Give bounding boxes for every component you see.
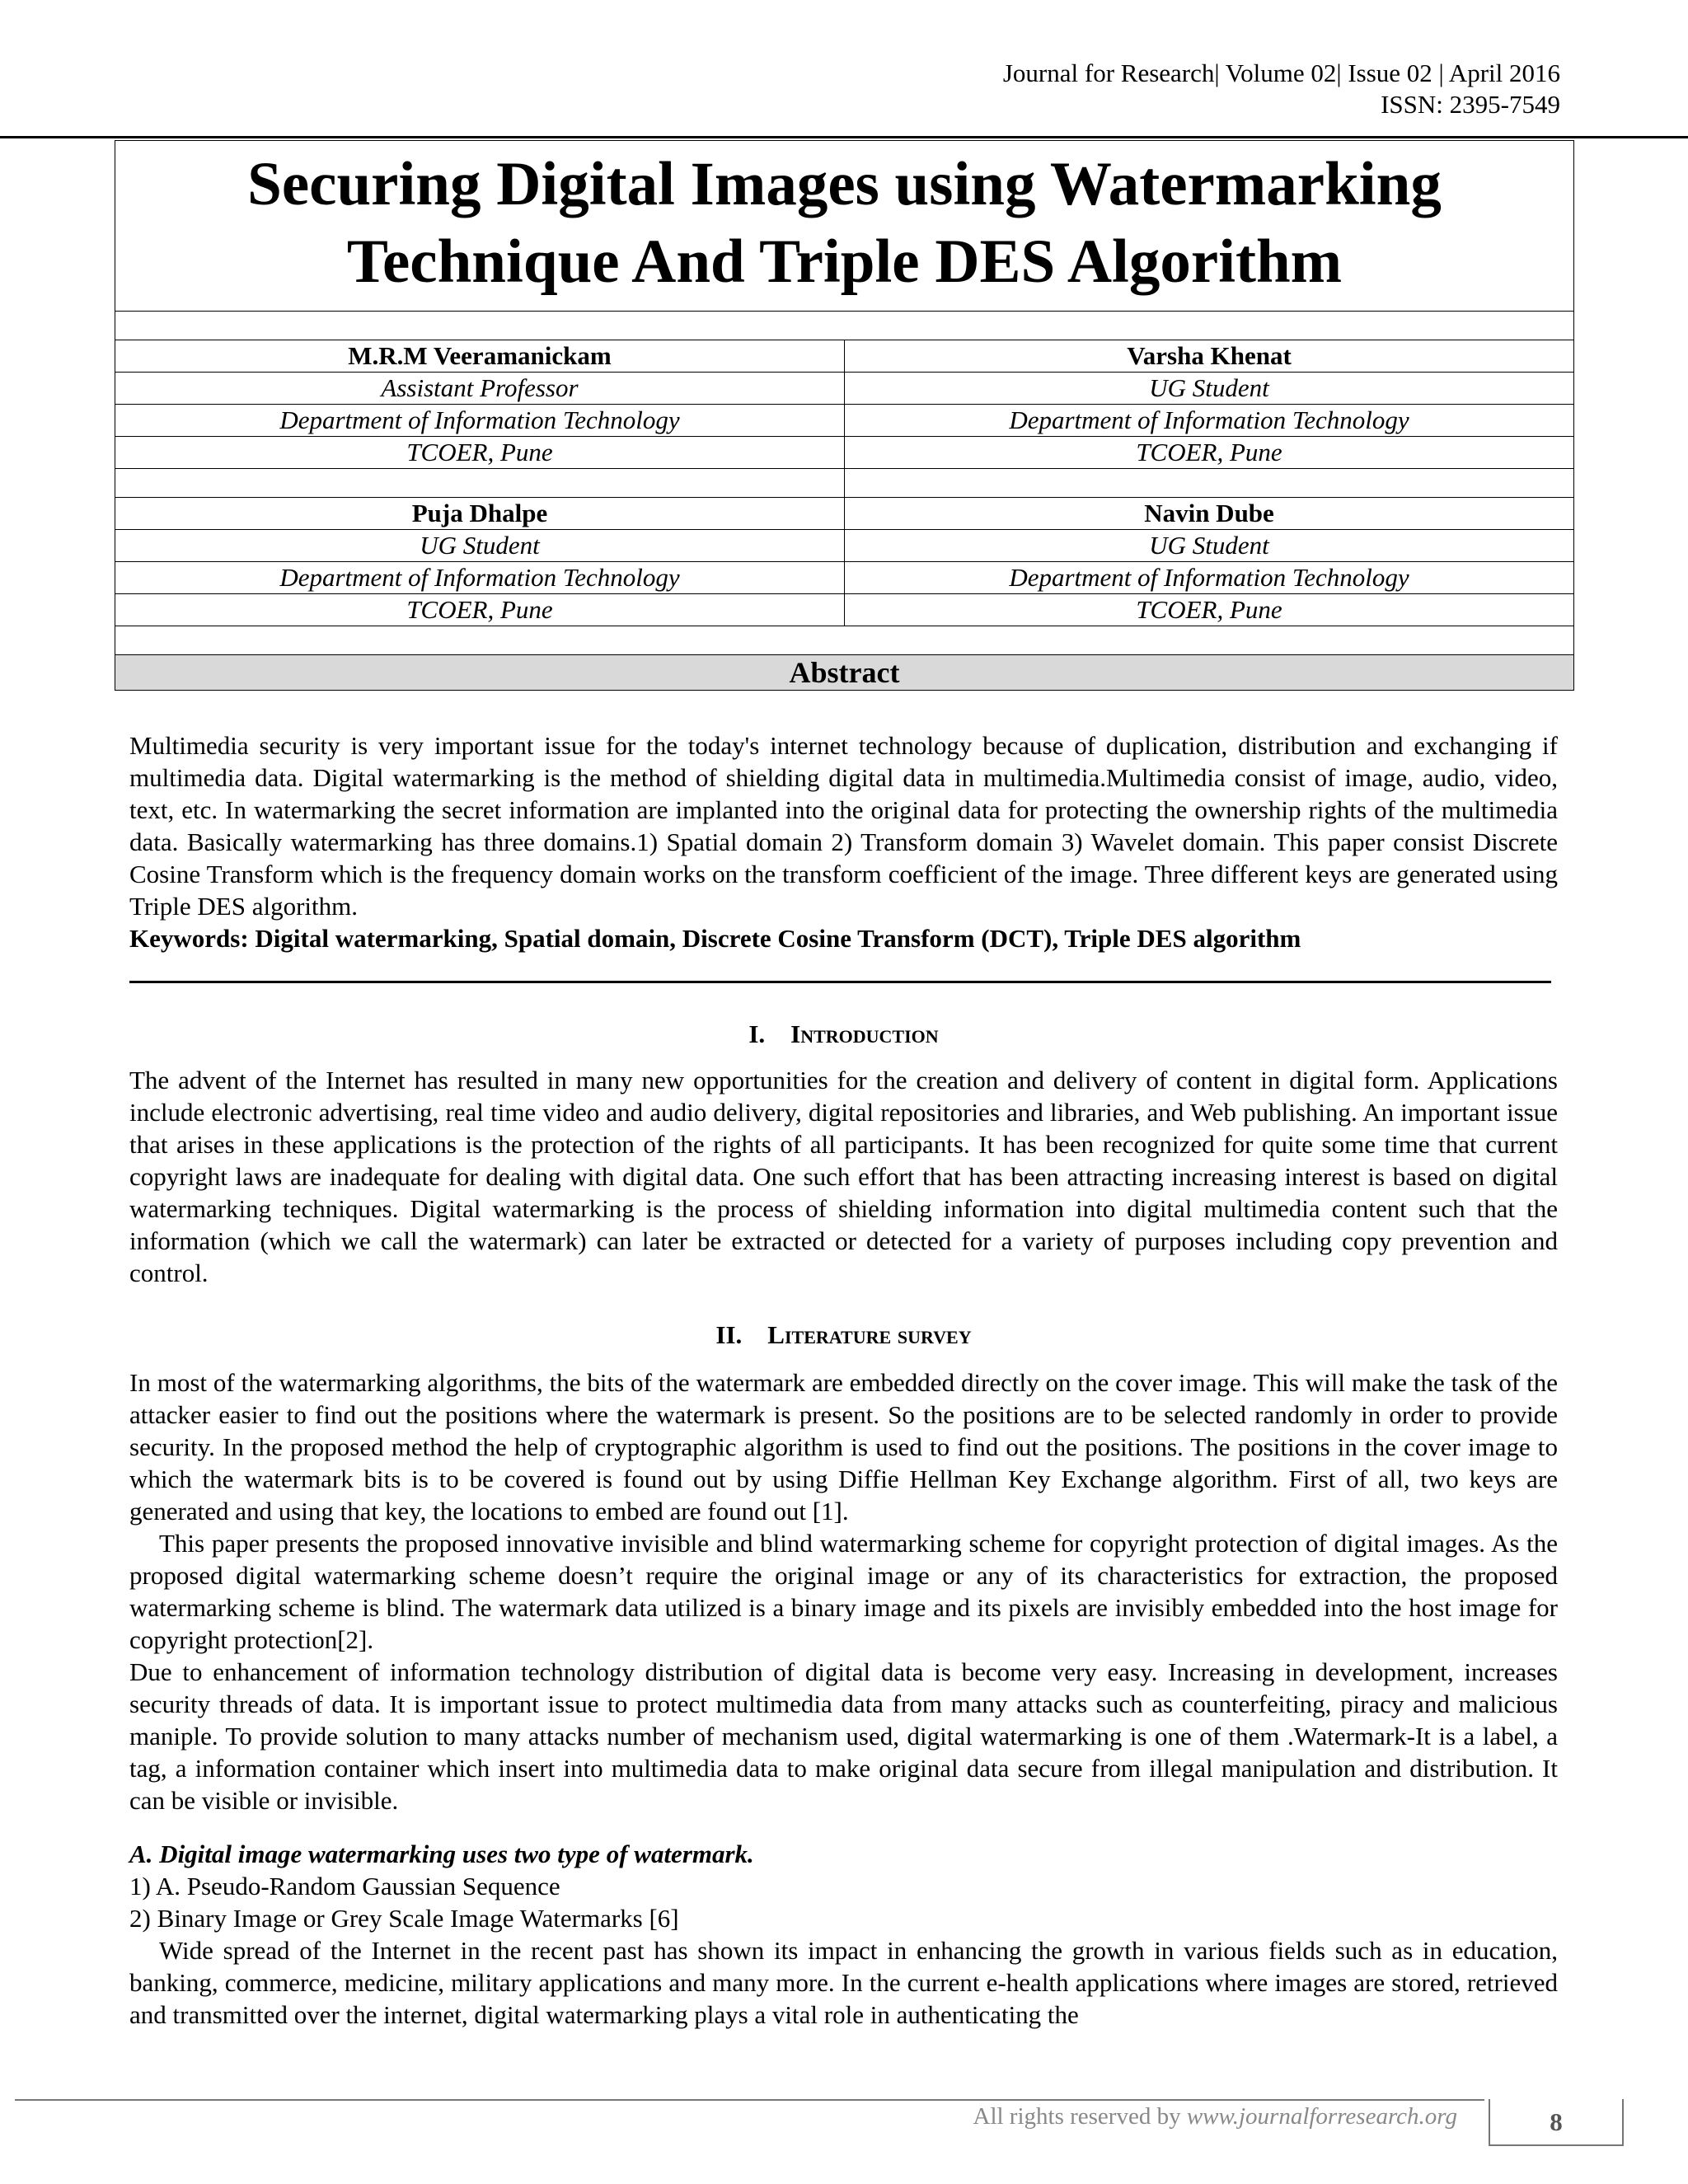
header-rule: [0, 136, 1688, 138]
journal-header: [1003, 58, 1560, 120]
abstract-separator: [129, 981, 1551, 983]
page-number: 8: [1489, 2099, 1624, 2146]
section-heading-introduction: [129, 1018, 1558, 1050]
author-role: UG Student: [115, 530, 845, 562]
paragraph: Due to enhancement of information technology distribution of digital data is become very easy. Increasing in development, increases security threads of data. It is important issue to protect multimedia data from many attacks such as counterfeiting, piracy and malicious maniple. To provide solution to many attacks number of mechanism used, digital watermarking is one of them .Watermark-It is a label, a tag, a information container which insert into multimedia data to make original data secure from illegal manipulation and distribution. It can be visible or invisible.: [129, 1657, 1558, 1815]
author-name: Navin Dube: [845, 498, 1574, 530]
journal-site-link[interactable]: www.journalforresearch.org: [1186, 2103, 1457, 2130]
spacer-row: [115, 626, 1574, 655]
section-title: Literature survey: [767, 1320, 972, 1349]
subsection-heading: A. Digital image watermarking uses two type of watermark.: [129, 1840, 754, 1868]
section-number: II.: [715, 1320, 743, 1349]
paragraph: Wide spread of the Internet in the recent past has shown its impact in enhancing the growth in various fields such as in education, banking, commerce, medicine, military applications and many more. In the current e-health applications where images are stored, retrieved and transmitted over the internet, digital watermarking plays a vital role in authenticating the: [129, 1936, 1558, 2029]
author-name: Varsha Khenat: [845, 340, 1574, 373]
spacer-cell: [845, 469, 1574, 498]
footer-rule: [15, 2099, 1484, 2101]
paragraph: In most of the watermarking algorithms, the bits of the watermark are embedded directly on the cover image. This will make the task of the attacker easier to find out the positions where the watermark is present. So the positions are to be selected randomly in order to provide security. In the proposed method the help of cryptographic algorithm is used to find out the positions. The positions in the cover image to which the watermark bits is to be covered is found out by using Diffie Hellman Key Exchange algorithm. First of all, two keys are generated and using that key, the locations to embed are found out [1].: [129, 1368, 1558, 1526]
spacer-row: [115, 312, 1574, 340]
section-number: I.: [748, 1019, 766, 1048]
section-title: Introduction: [790, 1019, 939, 1048]
title-line-2: Technique And Triple DES Algorithm: [346, 227, 1343, 296]
paragraph: The advent of the Internet has resulted in many new opportunities for the creation and delivery of content in digital form. Applications include electronic advertising, real time video and audio delivery, digital repositories and libraries, and Web publishing. An important issue that arises in these applications is the protection of the rights of all participants. It has been recognized for quite some time that current copyright laws are inadequate for dealing with digital data. One such effort that has been attracting increasing interest is based on digital watermarking techniques. Digital watermarking is the process of shielding information into digital multimedia content such that the information (which we call the watermark) can later be extracted or detected for a variety of purposes including copy prevention and control.: [129, 1066, 1558, 1287]
author-dept: Department of Information Technology: [845, 405, 1574, 437]
title-author-table: [115, 140, 1574, 691]
author-role: Assistant Professor: [115, 373, 845, 405]
rights-text: All rights reserved by: [973, 2103, 1187, 2130]
literature-survey-body: [129, 1366, 1558, 2031]
author-role: UG Student: [845, 373, 1574, 405]
author-name: Puja Dhalpe: [115, 498, 845, 530]
author-dept: Department of Information Technology: [845, 562, 1574, 594]
author-dept: Department of Information Technology: [115, 405, 845, 437]
author-inst: TCOER, Pune: [115, 437, 845, 469]
abstract-heading: Abstract: [115, 655, 1574, 691]
footer-rights: [973, 2102, 1458, 2131]
paragraph: This paper presents the proposed innovative invisible and blind watermarking scheme for copyright protection of digital images. As the proposed digital watermarking scheme doesn’t require the original image or any of its characteristics for extraction, the proposed watermarking scheme is blind. The watermark data utilized is a binary image and its pixels are invisibly embedded into the host image for copyright protection[2].: [129, 1529, 1558, 1654]
author-inst: TCOER, Pune: [845, 437, 1574, 469]
author-role: UG Student: [845, 530, 1574, 562]
list-item: 1) A. Pseudo-Random Gaussian Sequence: [129, 1872, 560, 1900]
section-heading-literature-survey: [129, 1319, 1558, 1351]
paper-title: [115, 141, 1574, 312]
abstract-text: Multimedia security is very important issue for the today's internet technology because of duplication, distribution and exchanging if multimedia data. Digital watermarking is the method of shielding digital data in multimedia.Multimedia consist of image, audio, video, text, etc. In watermarking the secret information are implanted into the original data for protecting the ownership rights of the multimedia data. Basically watermarking has three domains.1) Spatial domain 2) Transform domain 3) Wavelet domain. This paper consist Discrete Cosine Transform which is the frequency domain works on the transform coefficient of the image. Three different keys are generated using Triple DES algorithm.: [129, 731, 1558, 921]
keywords: Keywords: Digital watermarking, Spatial domain, Discrete Cosine Transform (DCT), Triple DES algorithm: [129, 924, 1301, 953]
spacer-cell: [115, 469, 845, 498]
introduction-body: [129, 1064, 1558, 1289]
title-line-1: Securing Digital Images using Watermarking: [247, 150, 1442, 218]
author-dept: Department of Information Technology: [115, 562, 845, 594]
journal-info: Journal for Research| Volume 02| Issue 02 | April 2016: [1002, 59, 1560, 87]
abstract-body: [129, 729, 1558, 954]
author-name: M.R.M Veeramanickam: [115, 340, 845, 373]
author-inst: TCOER, Pune: [845, 594, 1574, 626]
issn: ISSN: 2395-7549: [1381, 90, 1560, 119]
author-inst: TCOER, Pune: [115, 594, 845, 626]
list-item: 2) Binary Image or Grey Scale Image Watermarks [6]: [129, 1904, 679, 1933]
